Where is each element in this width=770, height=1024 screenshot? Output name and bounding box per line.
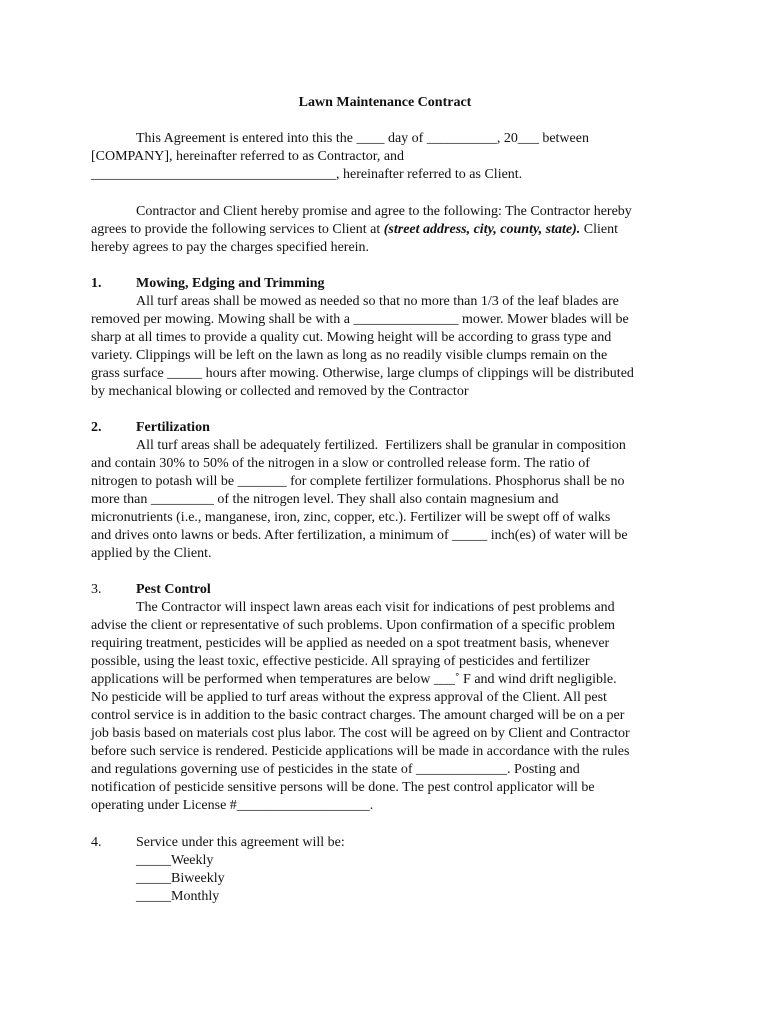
section-line: notification of pesticide sensitive persons will be done. The pest control applicator will be <box>91 780 595 795</box>
section-line: more than _________ of the nitrogen level. They shall also contain magnesium and <box>91 492 559 507</box>
section-number: 3. <box>91 582 102 597</box>
service-option-weekly: _____Weekly <box>136 853 214 868</box>
agreement-line: hereby agrees to pay the charges specified herein. <box>91 240 370 255</box>
section-line: job basis based on materials cost plus labor. The cost will be agreed on by Client and Contractor <box>91 726 630 741</box>
section-line: grass surface _____ hours after mowing. Otherwise, large clumps of clippings will be distributed <box>91 366 634 381</box>
section-line: All turf areas shall be adequately fertilized. Fertilizers shall be granular in composition <box>136 438 626 453</box>
section-heading: Mowing, Edging and Trimming <box>136 276 325 291</box>
agreement-line: Contractor and Client hereby promise and agree to the following: The Contractor hereby <box>136 204 632 219</box>
intro-line: This Agreement is entered into this the ____ day of __________, 20___ between <box>136 131 589 146</box>
section-number: 1. <box>91 276 102 291</box>
section-line: sharp at all times to provide a quality cut. Mowing height will be according to grass type and <box>91 330 612 345</box>
section-line: removed per mowing. Mowing shall be with a _______________ mower. Mower blades will be <box>91 312 629 327</box>
agreement-text: agrees to provide the following services to Client at <box>91 222 384 237</box>
section-line: The Contractor will inspect lawn areas each visit for indications of pest problems and <box>136 600 615 615</box>
section-line: variety. Clippings will be left on the lawn as long as no readily visible clumps remain on the <box>91 348 608 363</box>
section-heading: Pest Control <box>136 582 211 597</box>
section-line: operating under License #___________________. <box>91 798 374 813</box>
agreement-text: Client <box>580 222 618 237</box>
section-line: All turf areas shall be mowed as needed so that no more than 1/3 of the leaf blades are <box>136 294 619 309</box>
service-option-biweekly: _____Biweekly <box>136 871 225 886</box>
section-number: 4. <box>91 835 102 850</box>
section-heading: Fertilization <box>136 420 210 435</box>
section-number: 2. <box>91 420 102 435</box>
section-line: possible, using the least toxic, effective pesticide. All spraying of pesticides and fertilizer <box>91 654 590 669</box>
section-line: applications will be performed when temperatures are below ___˚ F and wind drift negligible. <box>91 672 617 687</box>
section-line: and drives onto lawns or beds. After fertilization, a minimum of _____ inch(es) of water will be <box>91 528 628 543</box>
section-line: before such service is rendered. Pesticide applications will be made in accordance with the rules <box>91 744 630 759</box>
document-title: Lawn Maintenance Contract <box>298 95 472 110</box>
section-line: and contain 30% to 50% of the nitrogen in a slow or controlled release form. The ratio of <box>91 456 590 471</box>
section-line: requiring treatment, pesticides will be applied as needed on a spot treatment basis, whenever <box>91 636 610 651</box>
section-line: nitrogen to potash will be _______ for complete fertilizer formulations. Phosphorus shall be no <box>91 474 625 489</box>
section-line: micronutrients (i.e., manganese, iron, zinc, copper, etc.). Fertilizer will be swept off of walks <box>91 510 611 525</box>
section-line: and regulations governing use of pesticides in the state of _____________. Posting and <box>91 762 580 777</box>
section-line: No pesticide will be applied to turf areas without the express approval of the Client. All pest <box>91 690 607 705</box>
section-line: applied by the Client. <box>91 546 212 561</box>
section-line: control service is in addition to the basic contract charges. The amount charged will be on a per <box>91 708 625 723</box>
intro-line: [COMPANY], hereinafter referred to as Contractor, and <box>91 149 405 164</box>
service-text: Service under this agreement will be: <box>136 835 345 850</box>
section-line: advise the client or representative of such problems. Upon confirmation of a specific problem <box>91 618 616 633</box>
intro-line: ___________________________________, hereinafter referred to as Client. <box>91 167 523 182</box>
service-option-monthly: _____Monthly <box>136 889 220 904</box>
address-placeholder: (street address, city, county, state). <box>383 222 581 237</box>
section-line: by mechanical blowing or collected and removed by the Contractor <box>91 384 469 399</box>
agreement-line <box>91 221 618 239</box>
